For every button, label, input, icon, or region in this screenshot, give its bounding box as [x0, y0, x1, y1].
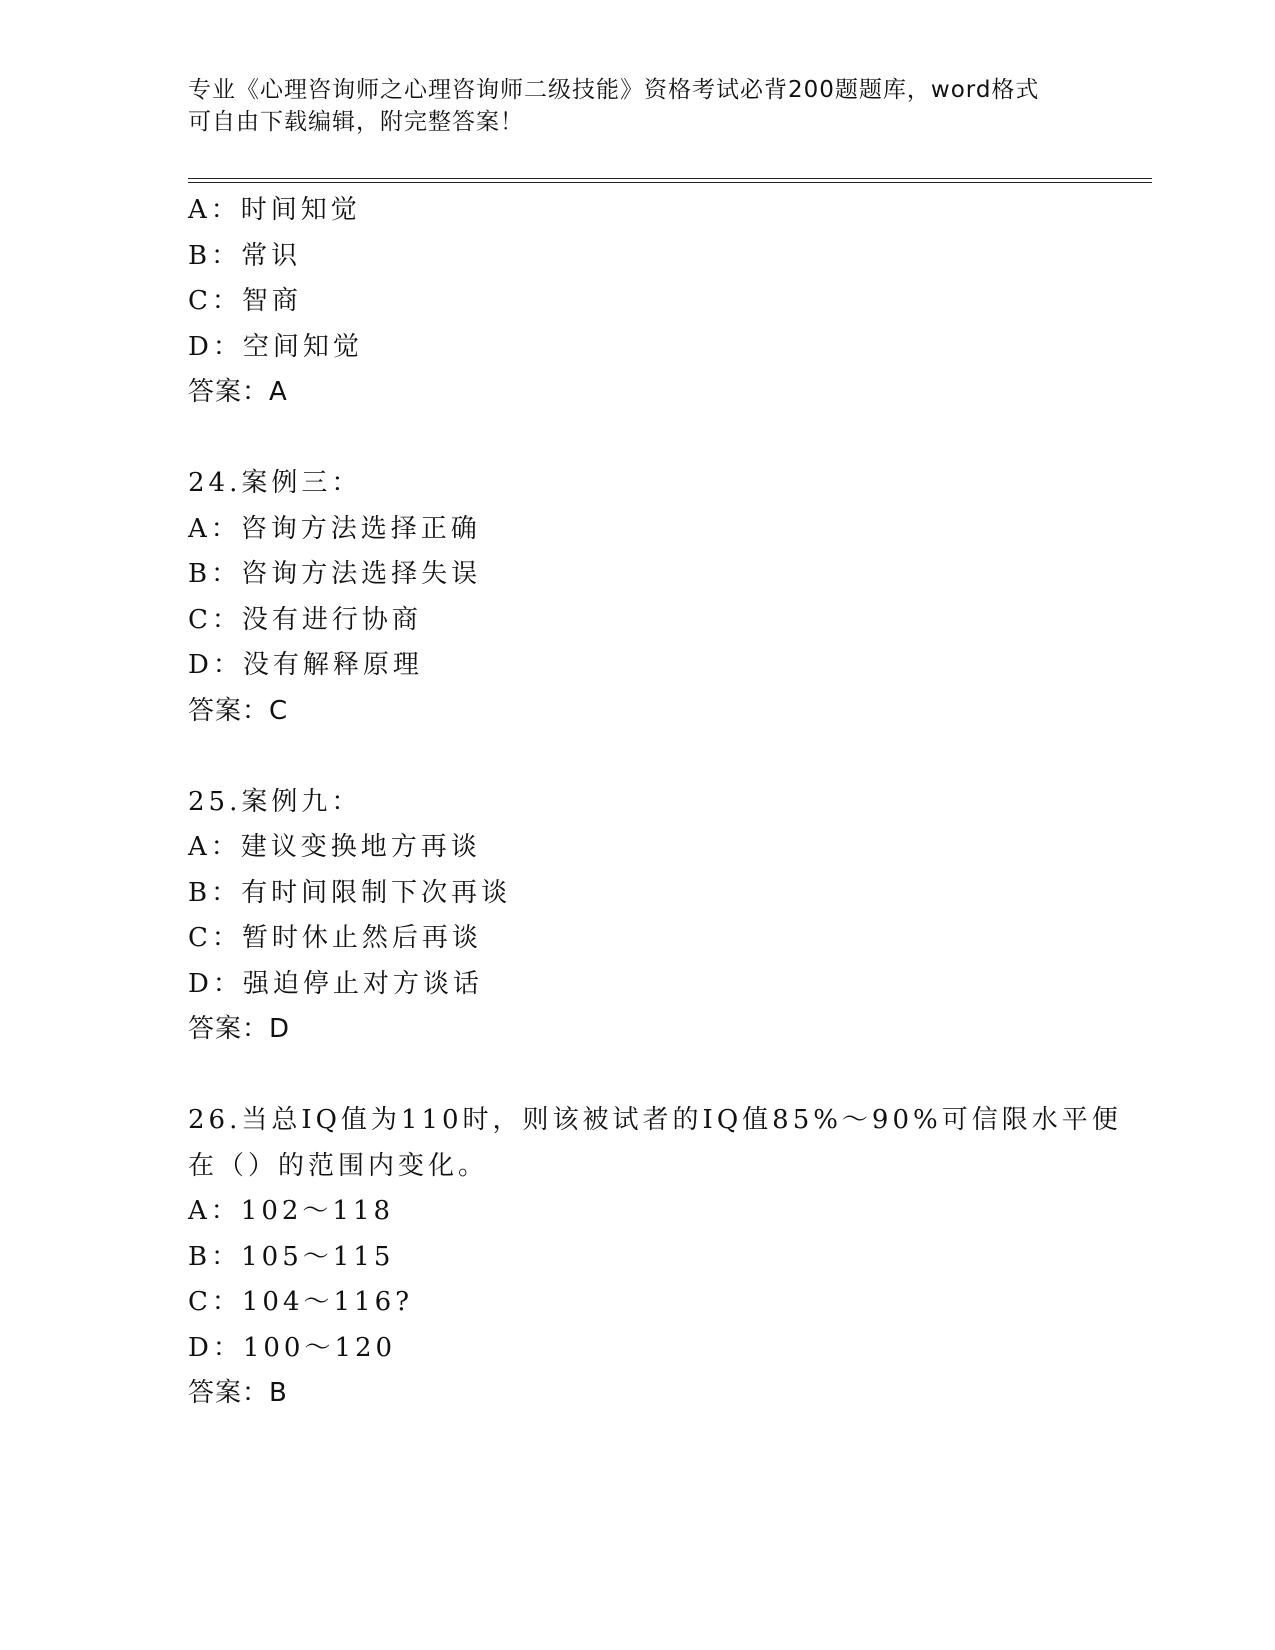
document-header [188, 74, 1088, 138]
option-a: A：时间知觉 [188, 195, 361, 225]
option-c: C：没有进行协商 [188, 604, 422, 635]
option-a: A：咨询方法选择正确 [188, 513, 481, 544]
question-24 [188, 461, 1088, 734]
question-text-line-1: 26.当总IQ值为110时，则该被试者的IQ值85%～90%可信限水平便 [188, 1105, 1122, 1135]
option-d: D：100～120 [188, 1332, 397, 1363]
header-divider [188, 178, 1152, 183]
header-line-2: 可自由下载编辑，附完整答案！ [188, 109, 524, 135]
option-b: B：105～115 [188, 1241, 395, 1272]
option-d: D：空间知觉 [188, 331, 363, 362]
answer: 答案：C [188, 695, 289, 726]
option-d: D：没有解释原理 [188, 650, 423, 680]
answer: 答案：A [188, 377, 288, 407]
answer: 答案：D [188, 1014, 291, 1044]
option-b: B：咨询方法选择失误 [188, 559, 482, 589]
option-d: D：强迫停止对方谈话 [188, 968, 483, 999]
option-a: A：建议变换地方再谈 [188, 832, 481, 862]
answer: 答案：B [188, 1378, 288, 1408]
question-list [188, 188, 1122, 1417]
option-c: C：暂时休止然后再谈 [188, 923, 482, 953]
option-a: A：102～118 [188, 1196, 395, 1226]
question-text: 24.案例三： [188, 468, 362, 498]
option-c: C：104～116? [188, 1287, 414, 1317]
option-b: B：有时间限制下次再谈 [188, 877, 512, 908]
option-b: B：常识 [188, 240, 302, 271]
header-line-1: 专业《心理咨询师之心理咨询师二级技能》资格考试必背200题题库，word格式 [188, 77, 1040, 103]
question-25 [188, 780, 1088, 1053]
question-26 [188, 1098, 1122, 1417]
question-23 [188, 188, 1088, 416]
option-c: C：智商 [188, 286, 302, 316]
question-text: 25.案例九： [188, 786, 362, 817]
question-text-line-2: 在（）的范围内变化。 [188, 1150, 489, 1181]
